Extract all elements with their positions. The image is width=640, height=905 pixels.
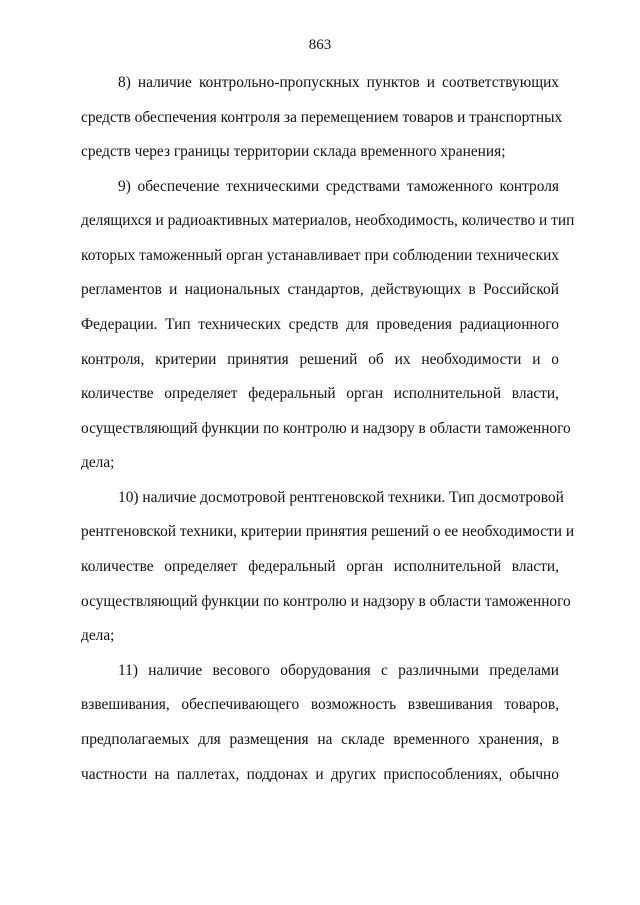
text-line: количестве определяет федеральный орган исполнительной власти, <box>81 558 559 575</box>
text-line: 9) обеспечение техническими средствами таможенного контроля <box>118 178 559 195</box>
text-line: которых таможенный орган устанавливает при соблюдении технических <box>81 247 559 264</box>
text-line: Федерации. Тип технических средств для проведения радиационного <box>81 316 559 333</box>
text-line: 8) наличие контрольно-пропускных пунктов и соответствующих <box>118 74 559 91</box>
text-line: 10) наличие досмотровой рентгеновской техники. Тип досмотровой <box>118 489 564 506</box>
text-line: регламентов и национальных стандартов, действующих в Российской <box>81 281 559 298</box>
text-line: осуществляющий функции по контролю и надзору в области таможенного <box>81 420 571 437</box>
text-line: предполагаемых для размещения на складе временного хранения, в <box>81 731 559 748</box>
text-line: количестве определяет федеральный орган исполнительной власти, <box>81 385 559 402</box>
text-line: средств через границы территории склада временного хранения; <box>81 143 506 160</box>
text-line: делящихся и радиоактивных материалов, необходимость, количество и тип <box>81 212 575 229</box>
text-line: рентгеновской техники, критерии принятия решений о ее необходимости и <box>81 523 575 540</box>
text-line: средств обеспечения контроля за перемещением товаров и транспортных <box>81 109 563 126</box>
text-line: 11) наличие весового оборудования с различными пределами <box>118 662 559 679</box>
text-line: контроля, критерии принятия решений об их необходимости и о <box>81 351 559 368</box>
text-line: дела; <box>81 627 115 644</box>
text-line: взвешивания, обеспечивающего возможность взвешивания товаров, <box>81 696 559 713</box>
text-line: частности на паллетах, поддонах и других приспособлениях, обычно <box>81 766 559 783</box>
text-line: дела; <box>81 454 115 471</box>
text-line: осуществляющий функции по контролю и надзору в области таможенного <box>81 593 571 610</box>
page-number: 863 <box>308 37 332 53</box>
